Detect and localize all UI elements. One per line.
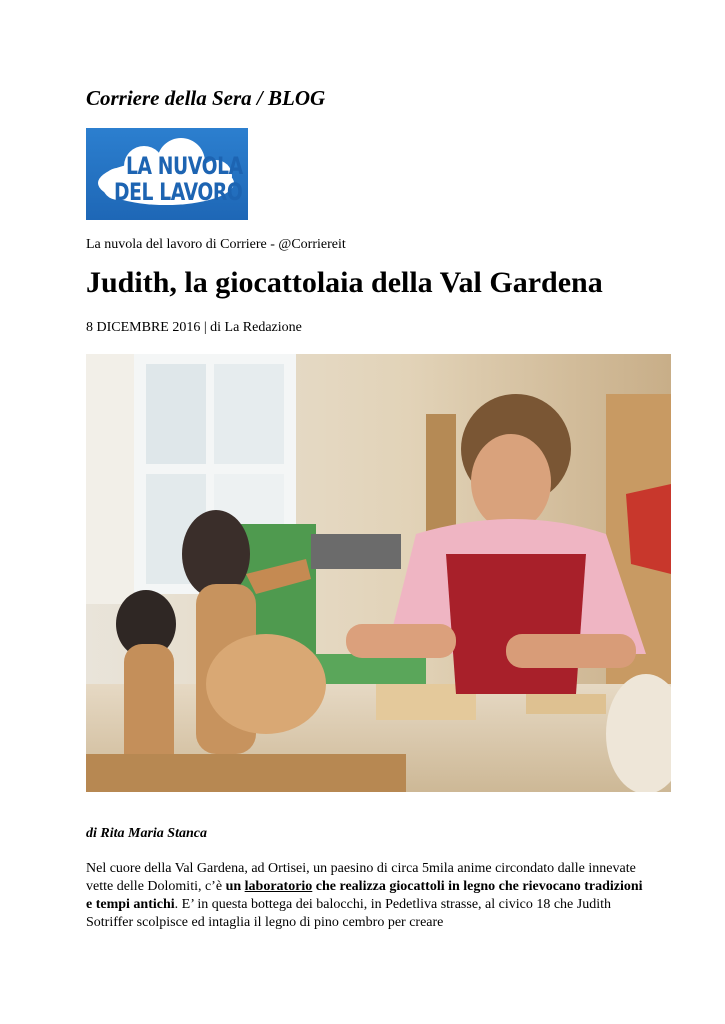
body-bold-2: che realizza giocattoli in legno che rievocano tradizioni e tempi antichi <box>86 879 643 912</box>
body-text-1: Nel cuore della Val Gardena, ad Ortisei, un paesino di circa 5mila anime circondato dalle innevate vette delle Dolomiti, c’è <box>86 861 636 894</box>
article-body <box>86 860 646 932</box>
logo-text-line1: LA NUVOLA <box>126 152 243 180</box>
workshop-photo-image <box>86 354 671 792</box>
article-meta: 8 DICEMBRE 2016 | di La Redazione <box>86 320 302 335</box>
laboratorio-link[interactable]: laboratorio <box>244 879 313 894</box>
logo-text-line2: DEL LAVORO <box>114 178 243 206</box>
article-author: di Rita Maria Stanca <box>86 826 207 841</box>
body-text-2: . E’ in questa bottega dei balocchi, in Pedetliva strasse, al civico 18 che Judith Sotriffer scolpisce ed intaglia il legno di pino cembro per creare <box>86 897 611 930</box>
article-photo <box>86 354 671 792</box>
body-bold-1: un <box>225 879 245 894</box>
blog-subtitle: La nuvola del lavoro di Corriere - @Corriereit <box>86 237 346 252</box>
article-headline: Judith, la giocattolaia della Val Gardena <box>86 266 603 299</box>
blog-logo[interactable] <box>86 128 248 220</box>
blog-title: Corriere della Sera / BLOG <box>86 86 326 110</box>
